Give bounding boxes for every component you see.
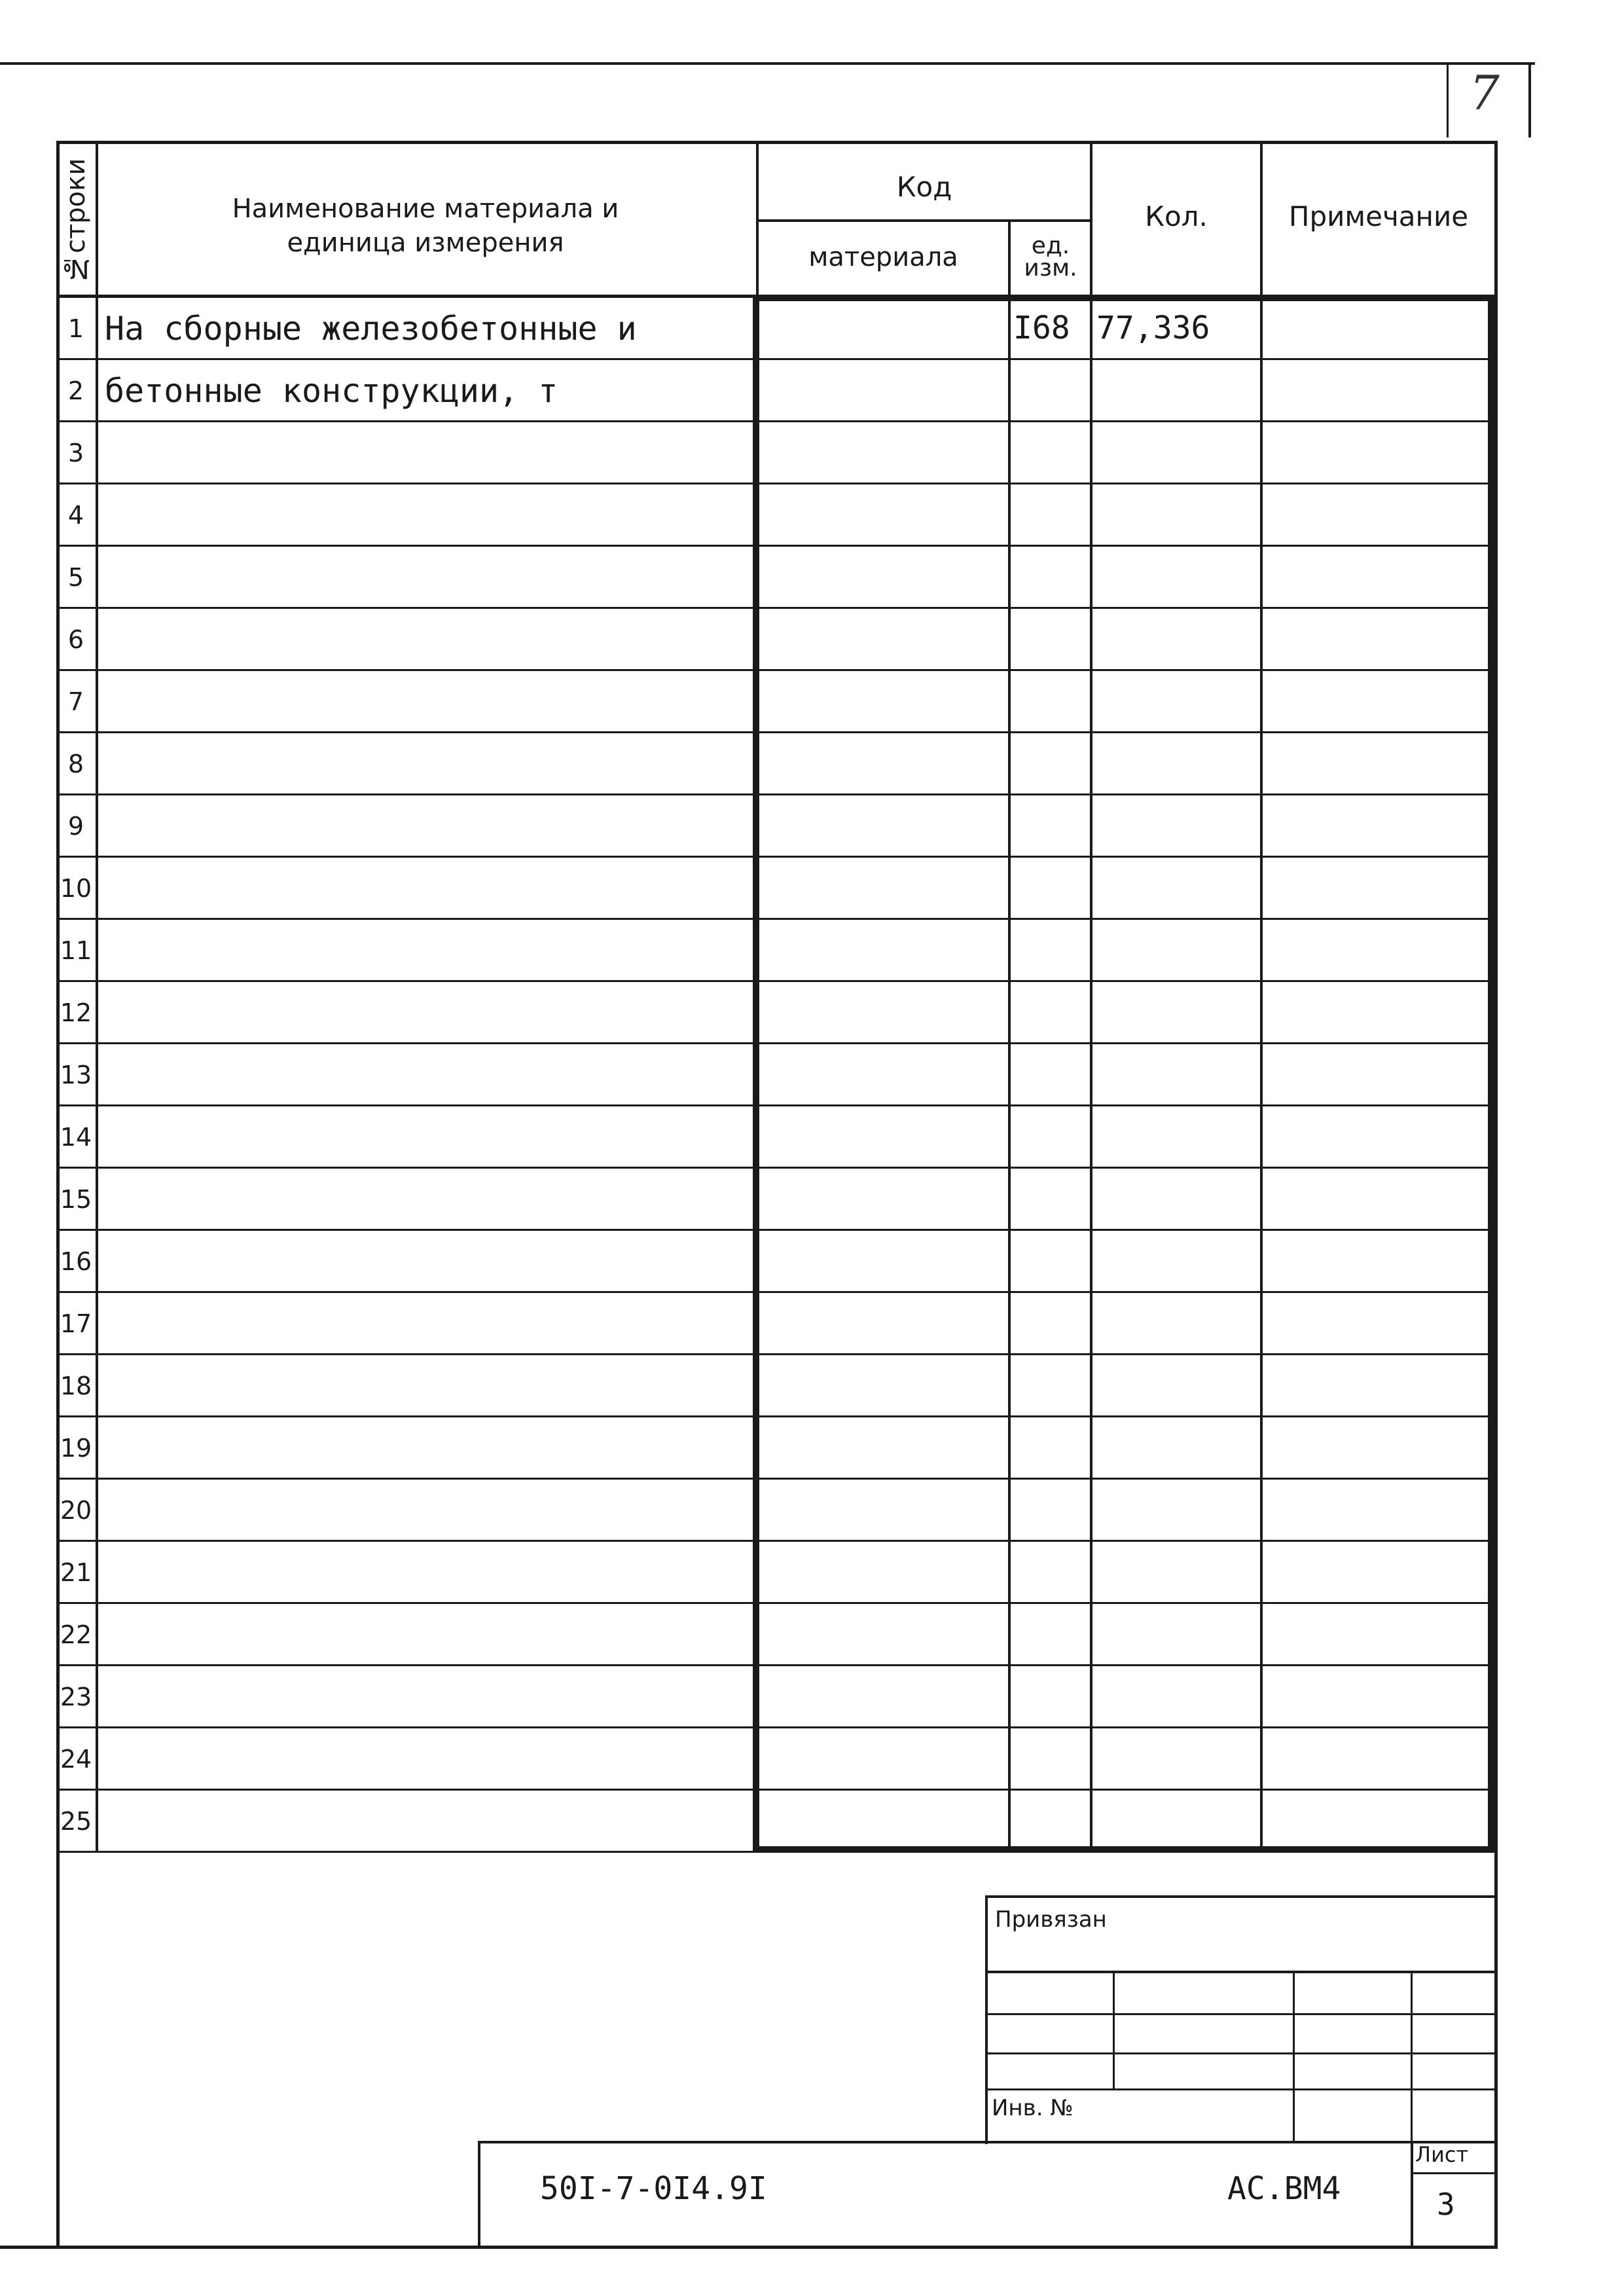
binding-linked-label: Привязан	[995, 1906, 1107, 1933]
form-bottom-border	[0, 2246, 1498, 2249]
row-number: 22	[60, 1620, 92, 1649]
row-number: 7	[67, 687, 84, 716]
row-number: 25	[60, 1807, 92, 1836]
row-number: 20	[60, 1496, 92, 1525]
header-code-material: материала	[808, 242, 958, 272]
title-block-left-line	[478, 2141, 480, 2249]
doc-number: 50I-7-0I4.9I	[540, 2170, 767, 2207]
row-number: 12	[60, 998, 92, 1027]
sheet-mark: 7	[1470, 65, 1500, 120]
doc-code: АС.ВМ4	[1227, 2170, 1341, 2207]
title-block-top-line	[478, 2141, 1498, 2143]
row-number: 5	[67, 563, 84, 592]
header-code: Код	[896, 170, 952, 203]
header-qty: Кол.	[1145, 200, 1208, 232]
row-number: 21	[60, 1558, 92, 1587]
title-block-sheet-divider	[1411, 2141, 1413, 2249]
cell-name: бетонные конструкции, т	[105, 372, 558, 410]
cell-unit: I68	[1013, 310, 1070, 346]
header-row-no: №строки	[61, 158, 91, 284]
header-sep-unit	[1008, 219, 1011, 298]
page-top-border	[0, 62, 1535, 65]
form-right-border	[1494, 141, 1498, 2249]
binding-col-2	[1293, 1971, 1295, 2141]
form-top-border	[56, 141, 1498, 144]
binding-grid-line-3	[985, 2052, 1498, 2054]
row-number: 4	[67, 501, 84, 530]
page-right-border	[1528, 62, 1531, 137]
row-number: 13	[60, 1061, 92, 1089]
row-number: 24	[60, 1745, 92, 1774]
row-number: 18	[60, 1372, 92, 1400]
sheet-number: 3	[1437, 2187, 1455, 2222]
binding-inv-label: Инв. №	[992, 2095, 1074, 2121]
binding-grid-line-2	[985, 2013, 1498, 2015]
row-number: 23	[60, 1683, 92, 1711]
row-number: 9	[67, 812, 84, 841]
row-number: 1	[67, 314, 84, 343]
row-number: 11	[60, 936, 92, 965]
row-number: 17	[60, 1309, 92, 1338]
binding-top-line	[985, 1895, 1498, 1898]
header-note: Примечание	[1288, 200, 1469, 232]
row-number: 2	[67, 376, 84, 405]
header-code-split	[756, 219, 1092, 222]
row-number: 10	[60, 874, 92, 903]
title-block-sheet-split	[1411, 2172, 1498, 2174]
cell-name: На сборные железобетонные и	[105, 310, 637, 348]
binding-grid-line-1	[985, 1971, 1498, 1973]
header-code-unit: ед. изм.	[1024, 232, 1077, 282]
data-columns-frame	[753, 295, 1494, 1853]
cell-qty: 77,336	[1096, 310, 1210, 346]
row-number: 3	[67, 439, 84, 467]
row-number: 16	[60, 1247, 92, 1276]
row-number: 8	[67, 750, 84, 778]
binding-col-1	[1113, 1971, 1115, 2088]
binding-col-3	[1411, 1971, 1413, 2141]
row-number: 15	[60, 1185, 92, 1214]
header-sep-no	[96, 141, 98, 298]
binding-left-line	[985, 1895, 988, 2144]
row-number: 14	[60, 1123, 92, 1152]
sheet-mark-divider	[1447, 62, 1449, 137]
row-number: 6	[67, 625, 84, 654]
column-separator	[96, 295, 98, 1853]
header-name: Наименование материала и единица измерения	[232, 194, 619, 258]
sheet-label: Лист	[1415, 2142, 1469, 2167]
row-number: 19	[60, 1434, 92, 1463]
binding-grid-line-4	[985, 2088, 1498, 2090]
